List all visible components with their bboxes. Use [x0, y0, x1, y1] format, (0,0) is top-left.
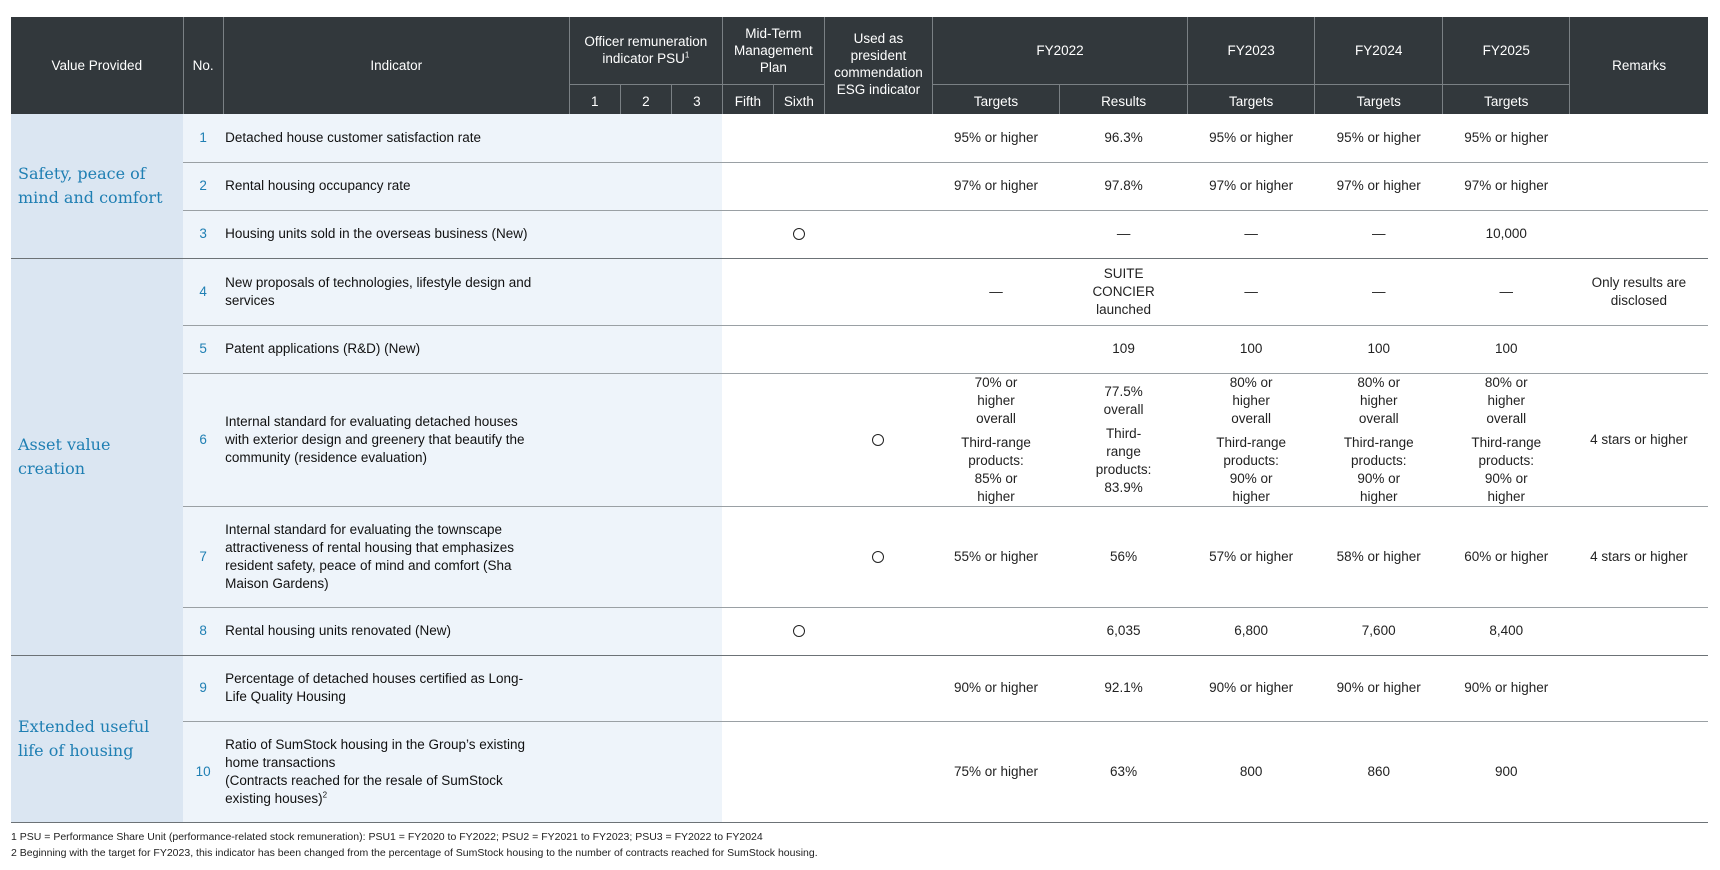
fy2025-target: 10,000: [1443, 210, 1570, 258]
header-fy2022-results: Results: [1060, 84, 1188, 114]
header-no: No.: [183, 17, 223, 114]
table-body: [11, 114, 1708, 822]
circle-mark-icon: [872, 434, 884, 446]
row-number: 8: [183, 607, 223, 655]
fy2022-result: 56%: [1060, 506, 1188, 607]
fy2023-target: 97% or higher: [1188, 162, 1315, 210]
fy2025-target-overall: 80% or higher overall: [1484, 374, 1528, 426]
table-row: [11, 607, 1708, 655]
esg-mark: [824, 506, 932, 607]
fy2022-result: 109: [1060, 325, 1188, 373]
header-fy2022-targets: Targets: [932, 84, 1059, 114]
indicator-text-main: Ratio of SumStock housing in the Group’s existing home transactions: [225, 736, 526, 770]
fy2022-result: SUITE CONCIER launched: [1060, 258, 1188, 325]
table-row: [11, 655, 1708, 721]
fy2023-target: 57% or higher: [1188, 506, 1315, 607]
header-mtp-fifth: Fifth: [722, 84, 773, 114]
fy2023-target: 95% or higher: [1188, 114, 1315, 162]
row-number: 5: [183, 325, 223, 373]
fy2024-target: 90% or higher: [1315, 655, 1443, 721]
header-mid-term-plan: Mid-Term Management Plan: [722, 17, 824, 84]
table-row: [11, 210, 1708, 258]
fy2022-target: 90% or higher: [932, 655, 1059, 721]
fy2024-target-third-range: Third-range products: 90% or higher: [1343, 434, 1414, 504]
fy2025-target-third-range: Third-range products: 90% or higher: [1471, 434, 1542, 504]
row-number: 4: [183, 258, 223, 325]
indicators-table: [11, 17, 1708, 823]
fy2024-target: 58% or higher: [1315, 506, 1443, 607]
header-fy2022: FY2022: [932, 17, 1187, 84]
fy2022-target: —: [932, 258, 1059, 325]
fy2022-target: [932, 373, 1059, 506]
fy2023-target-overall: 80% or higher overall: [1229, 374, 1273, 426]
row-number: 9: [183, 655, 223, 721]
indicators-table-container: [11, 17, 1708, 823]
fy2023-target: —: [1188, 258, 1315, 325]
table-row: [11, 506, 1708, 607]
footnote-1: 1 PSU = Performance Share Unit (performance-related stock remuneration): PSU1 = FY2020 to FY2022; PSU2 = FY2021 to FY2023; PSU3 = FY2022 to FY2024: [11, 831, 763, 843]
fy2024-target: 95% or higher: [1315, 114, 1443, 162]
table-row: [11, 721, 1708, 822]
fy2023-target: 6,800: [1188, 607, 1315, 655]
fy2024-target: —: [1315, 210, 1443, 258]
indicator-text: Rental housing units renovated (New): [223, 607, 569, 655]
fy2022-target: 97% or higher: [932, 162, 1059, 210]
fy2023-target-third-range: Third-range products: 90% or higher: [1216, 434, 1287, 504]
fy2024-target: 100: [1315, 325, 1443, 373]
header-psu-1: 1: [569, 84, 620, 114]
fy2022-result: —: [1060, 210, 1188, 258]
indicator-text: Internal standard for evaluating detached houses with exterior design and greenery that beautify the community (residence evaluation): [223, 373, 569, 506]
fy2025-target: 97% or higher: [1443, 162, 1570, 210]
header-fy2025-targets: Targets: [1443, 84, 1570, 114]
fy2025-target: [1443, 373, 1570, 506]
mtp-sixth-mark: [773, 210, 824, 258]
remarks: 4 stars or higher: [1570, 506, 1708, 607]
header-remarks: Remarks: [1570, 17, 1708, 114]
mtp-sixth-mark: [773, 607, 824, 655]
row-number: 3: [183, 210, 223, 258]
table-row: [11, 373, 1708, 506]
header-value-provided: Value Provided: [11, 17, 183, 114]
header-fy2023: FY2023: [1188, 17, 1315, 84]
fy2022-result: [1060, 373, 1188, 506]
header-esg-indicator: Used as president commendation ESG indicator: [824, 17, 932, 114]
row-number: 10: [183, 721, 223, 822]
indicator-text: New proposals of technologies, lifestyle design and services: [223, 258, 569, 325]
fy2024-target: —: [1315, 258, 1443, 325]
header-psu: [569, 17, 722, 84]
footnotes: [11, 829, 818, 861]
fy2022-result: 97.8%: [1060, 162, 1188, 210]
fy2022-result: 96.3%: [1060, 114, 1188, 162]
row-number: 2: [183, 162, 223, 210]
fy2024-target: [1315, 373, 1443, 506]
category-asset: Asset value creation: [11, 258, 183, 655]
indicator-text: Housing units sold in the overseas business (New): [223, 210, 569, 258]
indicator-text: Percentage of detached houses certified as Long-Life Quality Housing: [223, 655, 569, 721]
table-row: [11, 114, 1708, 162]
table-header: [11, 17, 1708, 114]
indicator-text: Internal standard for evaluating the townscape attractiveness of rental housing that emphasizes resident safety, peace of mind and comfort (Sha Maison Gardens): [223, 506, 569, 607]
indicator-footnote-ref: 2: [322, 790, 328, 799]
header-fy2024: FY2024: [1315, 17, 1443, 84]
fy2023-target: 90% or higher: [1188, 655, 1315, 721]
indicator-text: [223, 721, 569, 822]
fy2022-target-third-range: Third-range products: 85% or higher: [961, 434, 1031, 504]
row-number: 6: [183, 373, 223, 506]
row-number: 1: [183, 114, 223, 162]
fy2025-target: 90% or higher: [1443, 655, 1570, 721]
footnote-2: 2 Beginning with the target for FY2023, this indicator has been changed from the percentage of SumStock housing to the number of contracts reached for SumStock housing.: [11, 847, 818, 859]
header-mtp-sixth: Sixth: [773, 84, 824, 114]
header-fy2025: FY2025: [1443, 17, 1570, 84]
fy2025-target: —: [1443, 258, 1570, 325]
header-psu-2: 2: [620, 84, 671, 114]
fy2022-target: 95% or higher: [932, 114, 1059, 162]
fy2023-target: [1188, 373, 1315, 506]
fy2022-target: 75% or higher: [932, 721, 1059, 822]
fy2023-target: —: [1188, 210, 1315, 258]
fy2022-result: 92.1%: [1060, 655, 1188, 721]
fy2025-target: 900: [1443, 721, 1570, 822]
table-row: [11, 162, 1708, 210]
fy2022-target-overall: 70% or higher overall: [974, 374, 1018, 426]
indicator-text-note: (Contracts reached for the resale of SumStock existing houses): [225, 772, 503, 806]
fy2025-target: 8,400: [1443, 607, 1570, 655]
header-fy2023-targets: Targets: [1188, 84, 1315, 114]
header-psu-footnote-ref: 1: [684, 50, 690, 60]
fy2025-target: 60% or higher: [1443, 506, 1570, 607]
header-psu-label: Officer remuneration indicator PSU: [584, 34, 708, 67]
circle-mark-icon: [793, 625, 805, 637]
fy2024-target: 7,600: [1315, 607, 1443, 655]
fy2025-target: 95% or higher: [1443, 114, 1570, 162]
row-number: 7: [183, 506, 223, 607]
fy2022-result-third-range: Third-range products: 83.9%: [1095, 425, 1152, 495]
remarks: Only results are disclosed: [1570, 258, 1708, 325]
indicator-text: Rental housing occupancy rate: [223, 162, 569, 210]
fy2023-target: 800: [1188, 721, 1315, 822]
circle-mark-icon: [872, 551, 884, 563]
fy2024-target-overall: 80% or higher overall: [1357, 374, 1401, 426]
circle-mark-icon: [793, 228, 805, 240]
fy2025-target: 100: [1443, 325, 1570, 373]
header-psu-3: 3: [671, 84, 722, 114]
fy2023-target: 100: [1188, 325, 1315, 373]
header-indicator: Indicator: [223, 17, 569, 114]
table-row: [11, 325, 1708, 373]
fy2022-result-overall: 77.5% overall: [1103, 383, 1144, 417]
remarks: 4 stars or higher: [1570, 373, 1708, 506]
category-extended: Extended useful life of housing: [11, 655, 183, 822]
fy2024-target: 97% or higher: [1315, 162, 1443, 210]
esg-mark: [824, 373, 932, 506]
table-row: [11, 258, 1708, 325]
header-fy2024-targets: Targets: [1315, 84, 1443, 114]
fy2022-result: 6,035: [1060, 607, 1188, 655]
fy2022-result: 63%: [1060, 721, 1188, 822]
category-safety: Safety, peace of mind and comfort: [11, 114, 183, 258]
fy2024-target: 860: [1315, 721, 1443, 822]
indicator-text: Detached house customer satisfaction rate: [223, 114, 569, 162]
fy2022-target: 55% or higher: [932, 506, 1059, 607]
indicator-text: Patent applications (R&D) (New): [223, 325, 569, 373]
